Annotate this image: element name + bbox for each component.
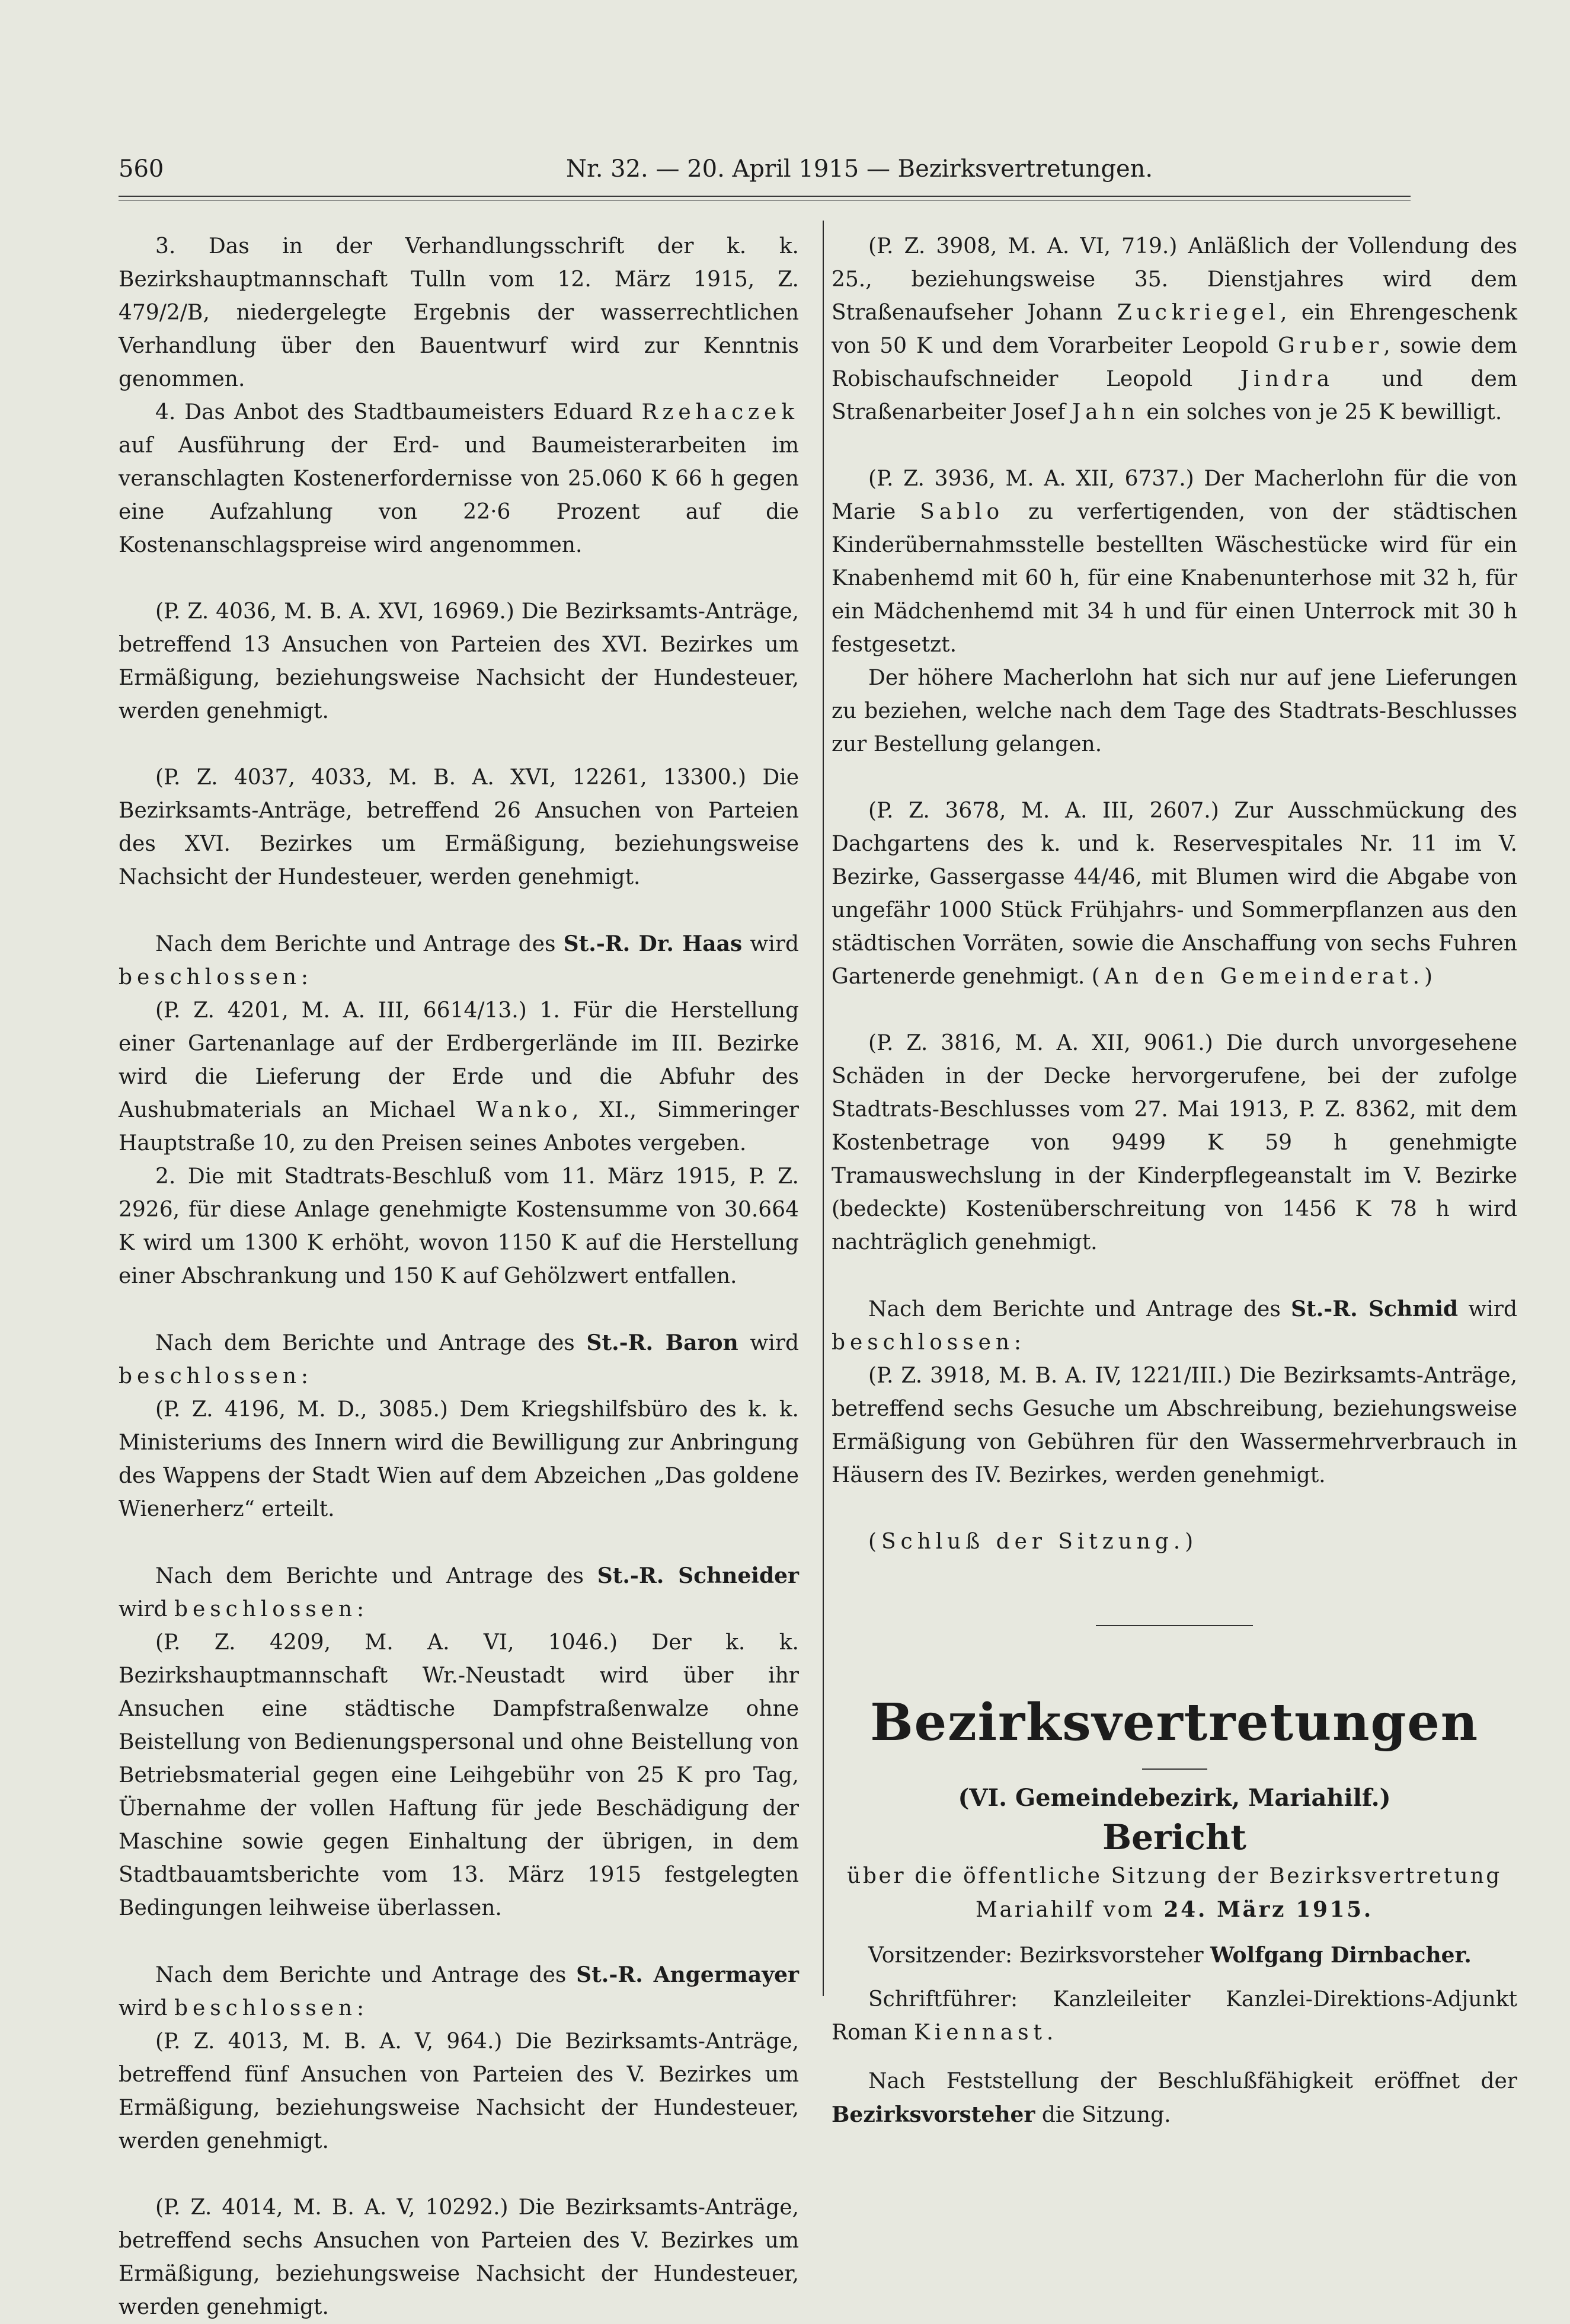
paragraph: (P. Z. 4036, M. B. A. XVI, 16969.) Die Bezirksamts-Anträge, betreffend 13 Ansuchen von Parteien des XVI. Bezirkes um Ermäßigung, beziehungsweise Nachsicht der Hundesteuer, werden genehmigt.: [119, 599, 799, 723]
paragraph: 4. Das Anbot des Stadtbaumeisters Eduard Rzehaczek auf Ausführung der Erd- und Baumeisterarbeiten im veranschlagten Kostenerfordernisse von 25.060 K 66 h gegen eine Aufzahlung von 22·6 Prozent auf die Kostenanschlagspreise wird angenommen.: [119, 400, 799, 557]
left-column: [119, 230, 799, 2324]
paragraph: (P. Z. 3678, M. A. III, 2607.) Zur Ausschmückung des Dachgartens des k. und k. Reservespitales Nr. 11 im V. Bezirke, Gassergasse 44/46, mit Blumen wird die Abgabe von ungefähr 1000 Stück Frühjahrs- und Sommerpflanzen aus den städtischen Vorräten, sowie die Anschaffung von sechs Fuhren Gartenerde genehmigt. (An den Gemeinderat.): [832, 799, 1517, 989]
chairman-name: Wolfgang Dirnbacher.: [1210, 1943, 1472, 1968]
header-rule: [119, 196, 1411, 201]
person-name: Zuckriegel: [1117, 301, 1281, 325]
resolution-heading: Nach dem Berichte und Antrage des St.-R. Schmid wird beschlossen:: [832, 1297, 1517, 1355]
section-title: Bezirksvertretungen: [870, 1693, 1479, 1752]
paragraph: (P. Z. 4209, M. A. VI, 1046.) Der k. k. Bezirkshauptmannschaft Wr.-Neustadt wird über ihr Ansuchen eine städtische Dampfstraßenwalze ohne Beistellung von Bedienungspersonal und ohne Beistellung von Betriebsmaterial gegen eine Leihgebühr von 25 K pro Tag, Übernahme der vollen Haftung für jede Beschädigung der Maschine sowie gegen Einhaltung der übrigen, in dem Stadtbauamtsberichte vom 13. März 1915 festgelegten Bedingungen leihweise überlassen.: [119, 1630, 799, 1920]
councillor-name: St.-R. Baron: [586, 1330, 738, 1355]
chairman-line: Vorsitzender: Bezirksvorsteher Wolfgang Dirnbacher.: [868, 1943, 1472, 1968]
report-title: Bericht: [1102, 1817, 1246, 1857]
session-closing: (Schluß der Sitzung.): [868, 1530, 1198, 1554]
paragraph: 3. Das in der Verhandlungsschrift der k. k. Bezirkshauptmannschaft Tulln vom 12. März 1915, Z. 479/2/B, niedergelegte Ergebnis der wasserrechtlichen Verhandlung über den Bauentwurf wird zur Kenntnis genommen.: [119, 234, 799, 391]
paragraph: (P. Z. 4014, M. B. A. V, 10292.) Die Bezirksamts-Anträge, betreffend sechs Ansuchen von Parteien des V. Bezirkes um Ermäßigung, beziehungsweise Nachsicht der Hundesteuer, werden genehmigt.: [119, 2195, 799, 2319]
person-name: Gruber: [1278, 334, 1384, 358]
page-number: 560: [119, 155, 164, 183]
paragraph: (P. Z. 4013, M. B. A. V, 964.) Die Bezirksamts-Anträge, betreffend fünf Ansuchen von Parteien des V. Bezirkes um Ermäßigung, beziehungsweise Nachsicht der Hundesteuer, werden genehmigt.: [119, 2029, 799, 2153]
report-subtitle: über die öffentliche Sitzung der Bezirksvertretung: [847, 1864, 1502, 1888]
paragraph: (P. Z. 3918, M. B. A. IV, 1221/III.) Die Bezirksamts-Anträge, betreffend sechs Gesuche um Abschreibung, beziehungsweise Ermäßigung von Gebühren für den Wassermehrverbrauch in Häusern des IV. Bezirkes, werden genehmigt.: [832, 1364, 1517, 1487]
person-name: Wanko: [476, 1098, 573, 1122]
page-header: [119, 155, 1411, 191]
person-name: Jindra: [1240, 367, 1335, 391]
secretary-line: Schriftführer: Kanzleileiter Kanzlei-Direktions-Adjunkt Roman Kiennast.: [832, 1987, 1517, 2045]
column-divider: [823, 221, 824, 1996]
report-subtitle-date: Mariahilf vom 24. März 1915.: [976, 1897, 1373, 1922]
person-name: Rzehaczek: [641, 400, 799, 424]
councillor-name: St.-R. Dr. Haas: [563, 931, 743, 956]
paragraph: (P. Z. 3816, M. A. XII, 9061.) Die durch unvorgesehene Schäden in der Decke hervorgerufene, bei der zufolge Stadtrats-Beschlusses vom 27. Mai 1913, P. Z. 8362, mit dem Kostenbetrage von 9499 K 59 h genehmigte Tramauswechslung in der Kinderpflegeanstalt im V. Bezirke (bedeckte) Kostenüberschreitung von 1456 K 78 h wird nachträglich genehmigt.: [832, 1031, 1517, 1254]
paragraph: (P. Z. 3936, M. A. XII, 6737.) Der Macherlohn für die von Marie Sablo zu verfertigenden, von der städtischen Kinderübernahmsstelle bestellten Wäschestücke wird für ein Knabenhemd mit 60 h, für eine Knabenunterhose mit 32 h, für ein Mädchenhemd mit 34 h und für einen Unterrock mit 30 h festgesetzt.: [832, 467, 1518, 657]
opening-paragraph: Nach Feststellung der Beschlußfähigkeit eröffnet der Bezirksvorsteher die Sitzung.: [832, 2069, 1517, 2127]
paragraph: (P. Z. 3908, M. A. VI, 719.) Anläßlich der Vollendung des 25., beziehungsweise 35. Dienstjahres wird dem Straßenaufseher Johann Zuckriegel, ein Ehrengeschenk von 50 K und dem Vorarbeiter Leopold Gruber, sowie dem Robischaufschneider Leopold Jindra und dem Straßenarbeiter Josef Jahn ein solches von je 25 K bewilligt.: [832, 234, 1517, 424]
councillor-name: St.-R. Schneider: [597, 1563, 799, 1588]
resolution-heading: Nach dem Berichte und Antrage des St.-R. Schneider wird beschlossen:: [119, 1563, 799, 1621]
resolution-heading: Nach dem Berichte und Antrage des St.-R. Dr. Haas wird beschlossen:: [119, 931, 799, 989]
resolution-heading: Nach dem Berichte und Antrage des St.-R. Baron wird beschlossen:: [119, 1330, 799, 1388]
paragraph: (P. Z. 4201, M. A. III, 6614/13.) 1. Für die Herstellung einer Gartenanlage auf der Erdbergerlände im III. Bezirke wird die Lieferung der Erde und die Abfuhr des Aushubmaterials an Michael Wanko, XI., Simmeringer Hauptstraße 10, zu den Preisen seines Anbotes vergeben.: [119, 998, 799, 1155]
right-column: [832, 230, 1517, 2132]
councillor-name: St.-R. Angermayer: [576, 1962, 799, 1987]
paragraph: 2. Die mit Stadtrats-Beschluß vom 11. März 1915, P. Z. 2926, für diese Anlage genehmigte Kostensumme von 30.664 K wird um 1300 K erhöht, wovon 1150 K auf die Herstellung einer Abschrankung und 150 K auf Gehölzwert entfallen.: [119, 1164, 799, 1288]
paragraph: Der höhere Macherlohn hat sich nur auf jene Lieferungen zu beziehen, welche nach dem Tage des Stadtrats-Beschlusses zur Bestellung gelangen.: [832, 666, 1517, 756]
secretary-name: Kiennast.: [914, 2020, 1059, 2045]
paragraph: (P. Z. 4037, 4033, M. B. A. XVI, 12261, 13300.) Die Bezirksamts-Anträge, betreffend 26 Ansuchen von Parteien des XVI. Bezirkes um Ermäßigung, beziehungsweise Nachsicht der Hundesteuer, werden genehmigt.: [119, 765, 799, 889]
resolution-heading: Nach dem Berichte und Antrage des St.-R. Angermayer wird beschlossen:: [119, 1962, 799, 2020]
header-title: Nr. 32. — 20. April 1915 — Bezirksvertretungen.: [566, 155, 1153, 183]
person-name: Jahn: [1072, 400, 1140, 424]
person-name: Sablo: [920, 500, 1005, 524]
councillor-name: St.-R. Schmid: [1291, 1297, 1459, 1321]
district-heading: (VI. Gemeindebezirk, Mariahilf.): [958, 1784, 1391, 1812]
paragraph: (P. Z. 4196, M. D., 3085.) Dem Kriegshilfsbüro des k. k. Ministeriums des Innern wird die Bewilligung zur Anbringung des Wappens der Stadt Wien auf dem Abzeichen „Das goldene Wienerherz“ erteilt.: [119, 1397, 799, 1521]
referral-note: (An den Gemeinderat.): [1091, 965, 1437, 989]
